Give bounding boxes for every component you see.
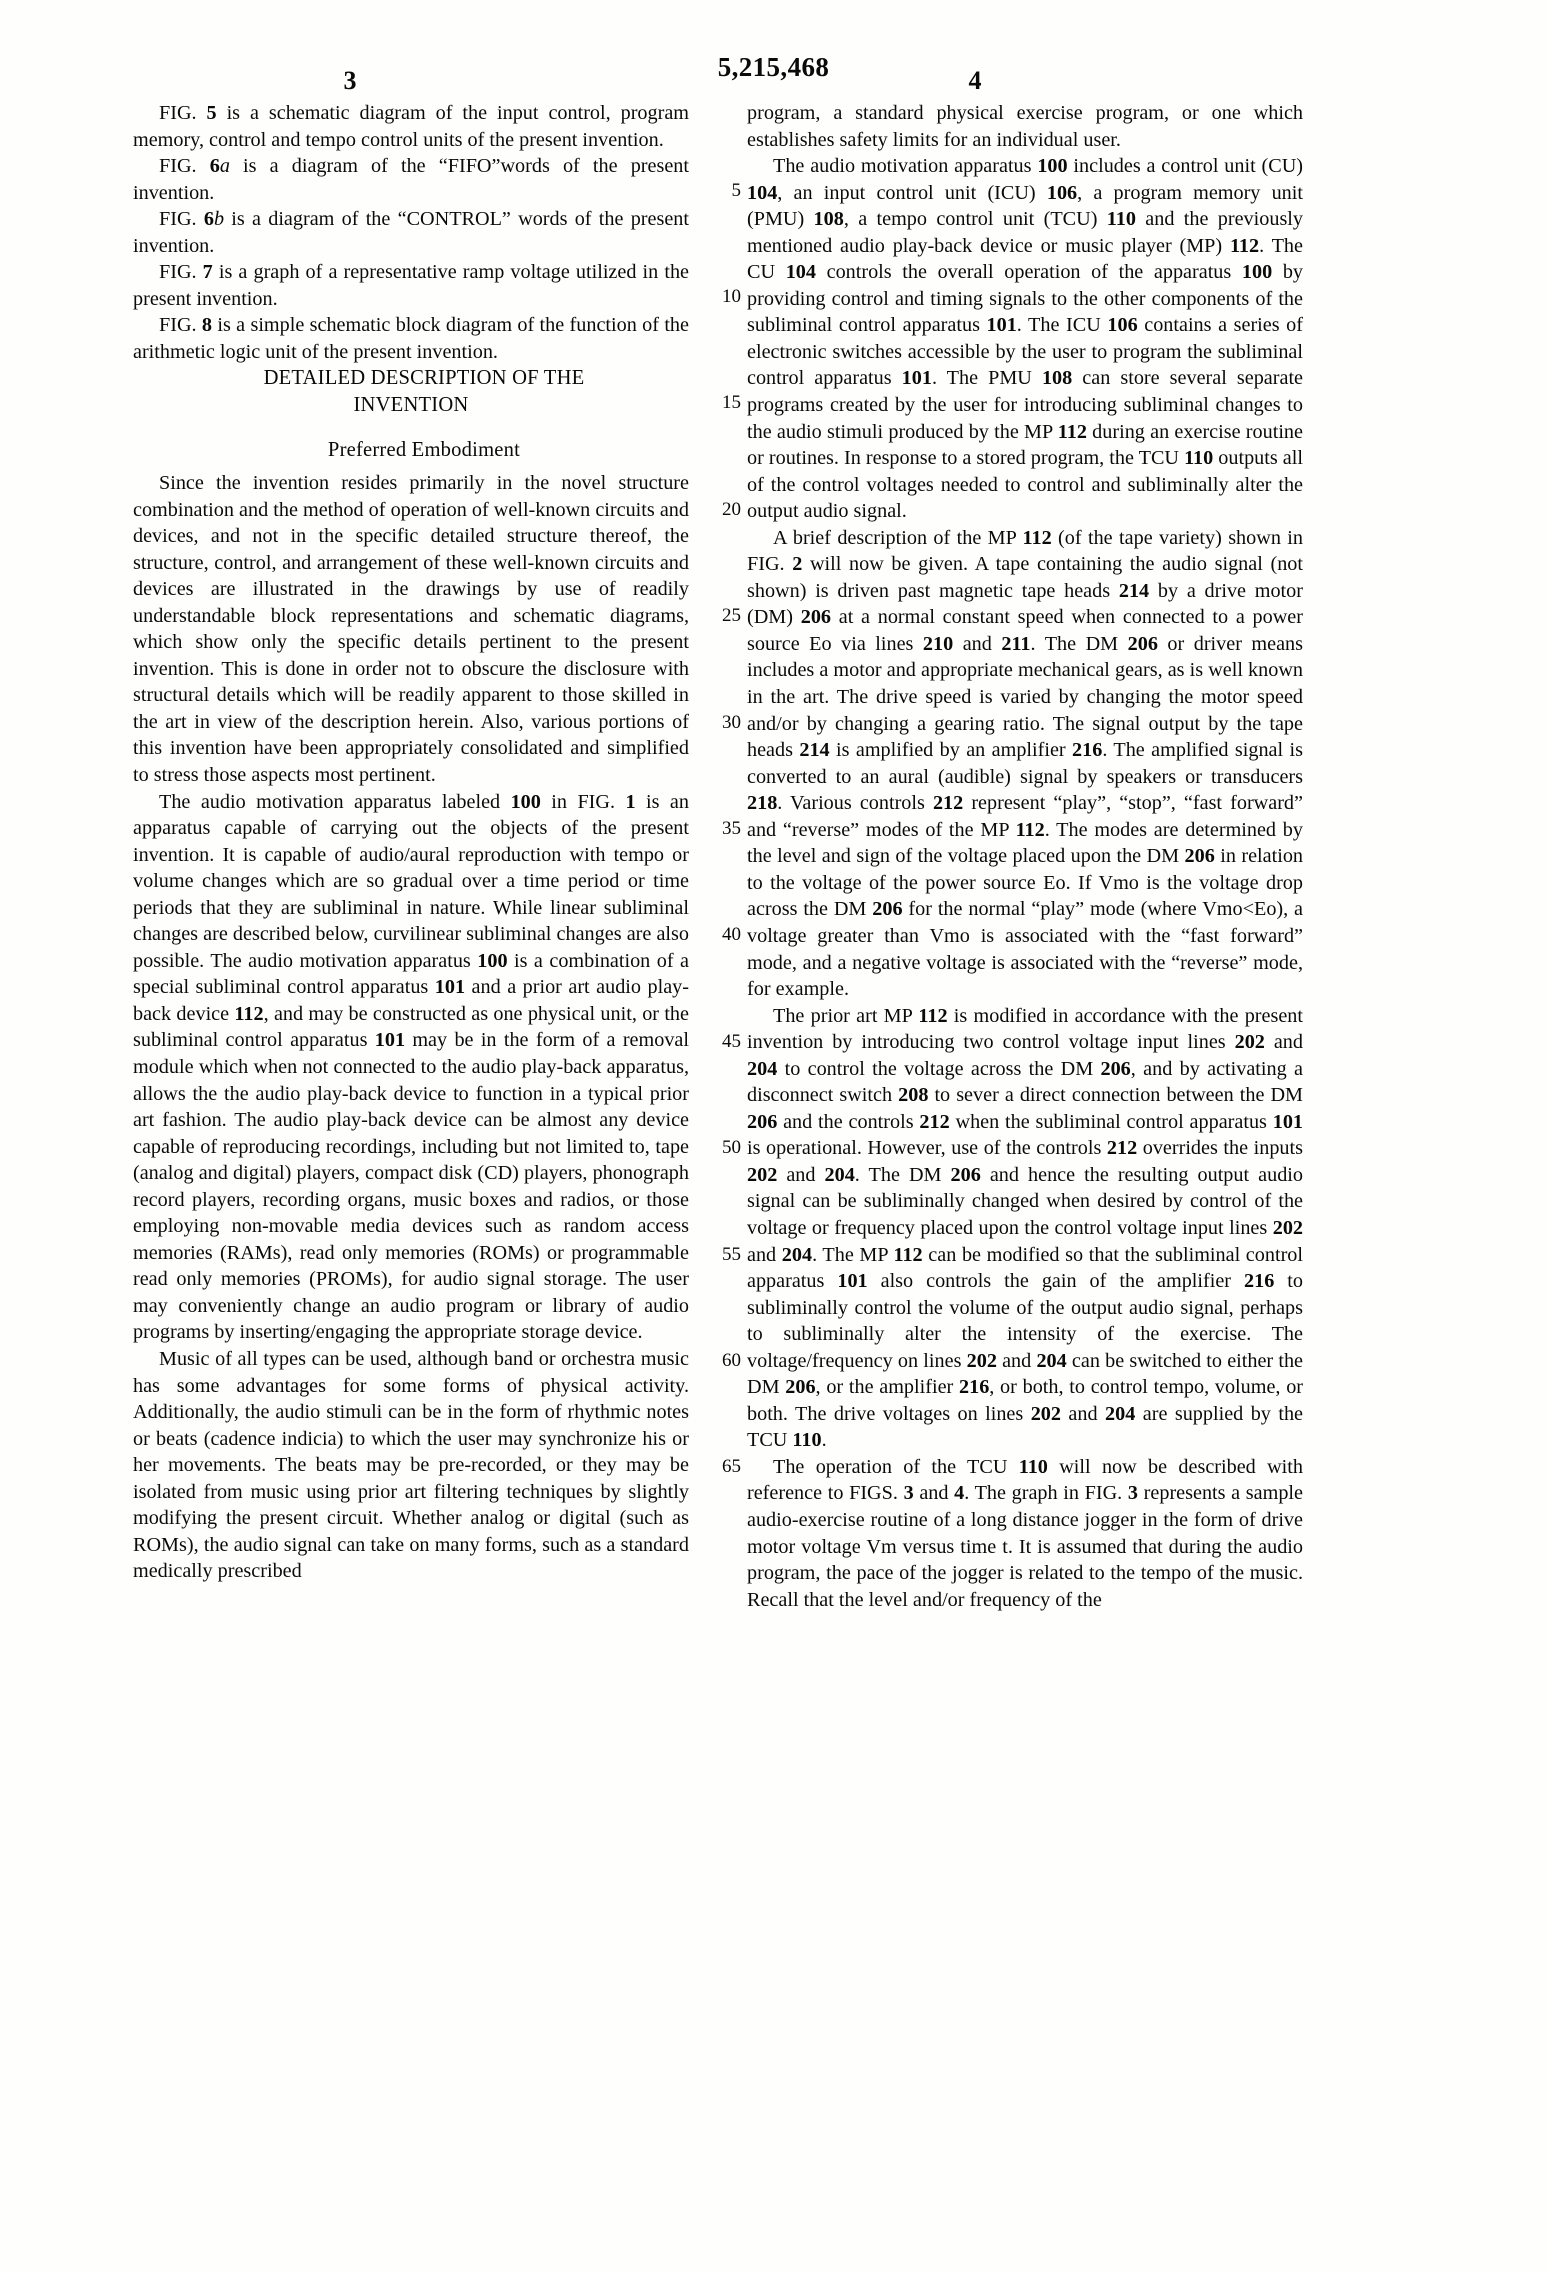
body-paragraph: The prior art MP 112 is modified in accordance with the present invention by introducing two control voltage input lines 202 and 204 to control the voltage across the DM 206, and by activating a disconnect switch 208 to sever a direct connection between the DM 206 and the controls 212 when the subliminal control apparatus 101 is operational. However, use of the controls 212 overrides the inputs 202 and 204. The DM 206 and hence the resulting output audio signal can be subliminally changed when desired by control of the voltage or frequency placed upon the control voltage input lines 202 and 204. The MP 112 can be modified so that the subliminal control apparatus 101 also controls the gain of the amplifier 216 to subliminally control the volume of the output audio signal, perhaps to subliminally alter the intensity of the exercise. The voltage/frequency on lines 202 and 204 can be switched to either the DM 206, or the amplifier 216, or both, to control tempo, volume, or both. The drive voltages on lines 202 and 204 are supplied by the TCU 110. <box>747 1004 1304 1452</box>
line-number: 50 <box>722 1137 741 1158</box>
column-number-left: 3 <box>343 66 357 95</box>
line-number: 40 <box>722 924 741 945</box>
column-left <box>133 100 689 1585</box>
line-number: 15 <box>722 392 741 413</box>
section-heading-detailed-description: DETAILED DESCRIPTION OF THE INVENTION <box>263 367 585 416</box>
body-paragraph: program, a standard physical exercise program, or one which establishes safety limits for an individual user. <box>747 102 1303 151</box>
body-paragraph: The audio motivation apparatus labeled 100 in FIG. 1 is an apparatus capable of carrying out the objects of the present invention. It is capable of audio/aural reproduction with tempo or volume changes which are so gradual over a time period or time periods that they are subliminal in nature. While linear subliminal changes are described below, curvilinear subliminal changes are also possible. The audio motivation apparatus 100 is a combination of a special subliminal control apparatus 101 and a prior art audio play-back device 112, and may be constructed as one physical unit, or the subliminal control apparatus 101 may be in the form of a removal module which when not connected to the audio play-back apparatus, allows the the audio play-back device to function in a typical prior art fashion. The audio play-back device can be almost any device capable of reproducing recordings, including but not limited to, tape (analog and digital) players, compact disk (CD) players, phonograph record players, recording organs, music boxes and radios, or those employing non-movable media devices such as random access memories (RAMs), read only memories (ROMs) or programmable read only memories (PROMs), for audio signal storage. The user may conveniently change an audio program or library of audio programs by inserting/engaging the appropriate storage device. <box>133 790 689 1344</box>
figure-description: FIG. 7 is a graph of a representative ramp voltage utilized in the present invention. <box>133 261 689 310</box>
figure-description: FIG. 5 is a schematic diagram of the input control, program memory, control and tempo control units of the present invention. <box>133 102 690 151</box>
line-number: 55 <box>722 1244 741 1265</box>
column-right <box>747 100 1303 1613</box>
line-number: 20 <box>722 499 741 520</box>
line-number: 30 <box>722 712 741 733</box>
body-paragraph: A brief description of the MP 112 (of the tape variety) shown in FIG. 2 will now be given. A tape containing the audio signal (not shown) is driven past magnetic tape heads 214 by a drive motor (DM) 206 at a normal constant speed when connected to a power source Eo via lines 210 and 211. The DM 206 or driver means includes a motor and appropriate mechanical gears, as is well known in the art. The drive speed is varied by changing the motor speed and/or by changing a gearing ratio. The signal output by the tape heads 214 is amplified by an amplifier 216. The amplified signal is converted to an aural (audible) signal by speakers or transducers 218. Various controls 212 represent “play”, “stop”, “fast forward” and “reverse” modes of the MP 112. The modes are determined by the level and sign of the voltage placed upon the DM 206 in relation to the voltage of the power source Eo. If Vmo is the voltage drop across the DM 206 for the normal “play” mode (where Vmo<Eo), a voltage greater than Vmo is associated with the “fast forward” mode, and a negative voltage is associated with the “reverse” mode, for example. <box>747 526 1304 1001</box>
line-number: 10 <box>722 286 741 307</box>
body-paragraph: Since the invention resides primarily in the novel structure combination and the method of operation of well-known circuits and devices, and not in the specific detailed structure thereof, the structure, control, and arrangement of these well-known circuits and devices are illustrated in the drawings by use of readily understandable block representations and schematic diagrams, which show only the specific details pertinent to the present invention. This is done in order not to obscure the disclosure with structural details which will be readily apparent to those skilled in the art in view of the description herein. Also, various portions of this invention have been appropriately consolidated and simplified to stress those aspects most pertinent. <box>133 471 689 786</box>
body-paragraph: Music of all types can be used, although band or orchestra music has some advantages for some forms of physical activity. Additionally, the audio stimuli can be in the form of rhythmic notes or beats (cadence indicia) to which the user may synchronize his or her movements. The beats may be pre-recorded, or they may be isolated from music using prior art filtering techniques by slightly modifying the present circuit. Whether analog or digital (such as ROMs), the audio signal can take on many forms, such as a standard medically prescribed <box>133 1348 689 1583</box>
line-number: 35 <box>722 818 741 839</box>
figure-description: FIG. 6b is a diagram of the “CONTROL” words of the present invention. <box>133 208 690 257</box>
line-number: 65 <box>722 1456 741 1477</box>
line-number: 45 <box>722 1031 741 1052</box>
figure-description: FIG. 6a is a diagram of the “FIFO”words of the present invention. <box>133 155 689 204</box>
body-paragraph: The audio motivation apparatus 100 includes a control unit (CU) 104, an input control unit (ICU) 106, a program memory unit (PMU) 108, a tempo control unit (TCU) 110 and the previously mentioned audio play-back device or music player (MP) 112. The CU 104 controls the overall operation of the apparatus 100 by providing control and timing signals to the other components of the subliminal control apparatus 101. The ICU 106 contains a series of electronic switches accessible by the user to program the subliminal control apparatus 101. The PMU 108 can store several separate programs created by the user for introducing subliminal changes to the audio stimuli produced by the MP 112 during an exercise routine or routines. In response to a stored program, the TCU 110 outputs all of the control voltages needed to control and subliminally alter the output audio signal. <box>747 155 1304 523</box>
line-number: 5 <box>731 180 741 201</box>
patent-number-header: 5,215,468 <box>717 52 830 82</box>
body-paragraph: The operation of the TCU 110 will now be described with reference to FIGS. 3 and 4. The graph in FIG. 3 represents a sample audio-exercise routine of a long distance jogger in the form of drive motor voltage Vm versus time t. It is assumed that during the audio program, the pace of the jogger is related to the tempo of the music. Recall that the level and/or frequency of the <box>747 1455 1303 1611</box>
line-number: 25 <box>722 605 741 626</box>
figure-description: FIG. 8 is a simple schematic block diagram of the function of the arithmetic logic unit of the present invention. <box>133 314 689 363</box>
column-number-right: 4 <box>968 66 982 95</box>
section-heading-preferred-embodiment: Preferred Embodiment <box>327 439 521 462</box>
line-number: 60 <box>722 1350 741 1371</box>
